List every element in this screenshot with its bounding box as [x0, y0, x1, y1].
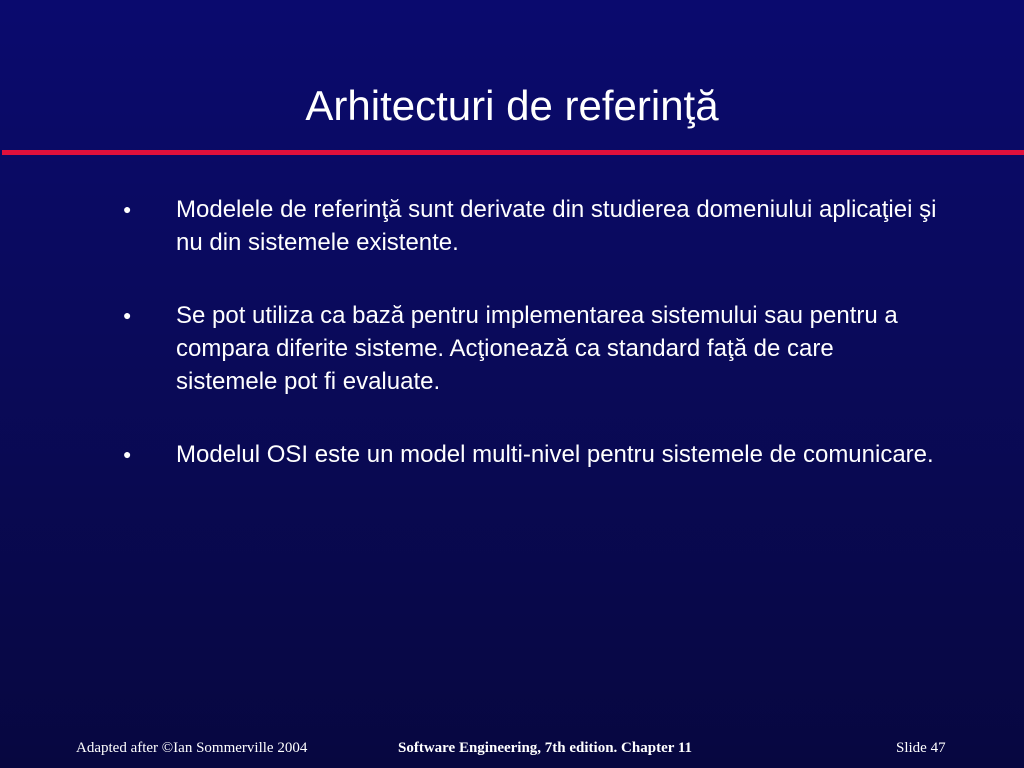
footer-slide-number: Slide 47 — [896, 740, 946, 756]
title-divider — [2, 150, 1024, 155]
footer-copyright: Adapted after ©Ian Sommerville 2004 — [76, 740, 308, 756]
bullet-item — [118, 299, 938, 398]
bullet-dot-icon: ● — [123, 307, 132, 323]
slide-title: Arhitecturi de referinţă — [305, 82, 719, 129]
bullet-list — [118, 193, 938, 511]
bullet-dot-icon: ● — [123, 201, 132, 217]
footer-course-title: Software Engineering, 7th edition. Chapter 11 — [398, 740, 693, 756]
bullet-text: Modelul OSI este un model multi-nivel pentru sistemele de comunicare. — [176, 441, 934, 468]
bullet-item — [118, 438, 938, 471]
bullet-text: Se pot utiliza ca bază pentru implementarea sistemului sau pentru a compara diferite sisteme. Acţionează ca standard faţă de care sistemele pot fi evaluate. — [176, 302, 898, 395]
bullet-text: Modelele de referinţă sunt derivate din studierea domeniului aplicaţiei şi nu din sistemele existente. — [176, 196, 937, 256]
bullet-dot-icon: ● — [123, 446, 132, 462]
bullet-item — [118, 193, 938, 259]
